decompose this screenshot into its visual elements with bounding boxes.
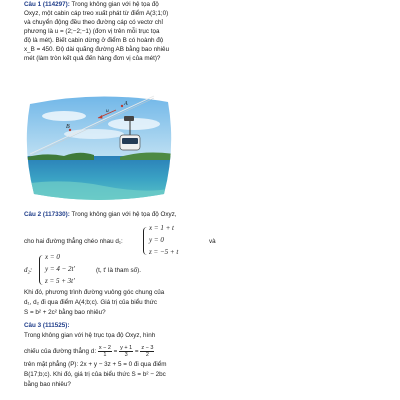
d2-brace — [39, 255, 44, 285]
point-a — [121, 105, 123, 107]
q3-line-5: bằng bao nhiêu? — [24, 381, 71, 388]
q1-line-3: và chuyển động đều theo đường cáp có vectơ chỉ — [24, 19, 163, 26]
fraction-x — [98, 345, 112, 358]
q1-line-7: mét (làm tròn kết quả đến hàng đơn vị của mét)? — [24, 55, 161, 62]
q2-text-1: Trong không gian với hệ tọa độ Oxyz, — [71, 211, 177, 218]
fraction-denominator: 3 — [124, 352, 128, 358]
q1-line-2: Oxyz, một cabin cáp treo xuất phát từ điểm A(3;1;0) — [24, 10, 169, 17]
fraction-denominator: 1 — [103, 352, 107, 358]
q1-line-5: độ là mét). Biết cabin dừng ở điểm B có hoành độ — [24, 37, 164, 44]
q3-line-1: Trong không gian với hệ trục tọa độ Oxyz, hình — [24, 332, 156, 339]
q3-label: Câu 3 (111525): — [24, 322, 70, 329]
d1-eq-y: y = 0 — [149, 236, 164, 244]
q1-text-1: Trong không gian với hệ tọa độ — [71, 1, 159, 8]
q1-line-4: phương là u = (2;−2;−1) (đơn vị trên mỗi trục tọa — [24, 28, 160, 35]
q2-line-8: S = b² + 2c² bằng bao nhiêu? — [24, 309, 106, 316]
d1-eq-z: z = −5 + t — [149, 248, 179, 256]
cloud — [42, 111, 86, 121]
d2-eq-y: y = 4 − 2t' — [45, 265, 75, 273]
q3-header — [24, 321, 70, 330]
cabin-trolley — [124, 116, 134, 121]
cabin-window — [122, 138, 138, 144]
cable-car-figure — [24, 94, 174, 202]
d1-eq-x: x = 1 + t — [149, 224, 174, 232]
q1-line-1 — [24, 0, 159, 9]
d1-brace — [143, 227, 148, 255]
label-b: B — [66, 124, 70, 130]
equals-sign: = — [134, 348, 139, 356]
q2-line-6: Khi đó, phương trình đường vuông góc chung của — [24, 289, 165, 296]
label-a: A — [124, 101, 128, 107]
q2-line-1 — [24, 210, 177, 219]
q2-d2-label: d₂: — [24, 266, 33, 274]
q2-param-note: (t, t' là tham số). — [96, 267, 141, 274]
q3-line-2 — [24, 345, 154, 358]
fraction-y — [119, 345, 133, 358]
q2-d1-intro: cho hai đường thẳng chéo nhau d₁: — [24, 238, 123, 245]
fraction-denominator: 2 — [145, 352, 149, 358]
fraction-z — [140, 345, 154, 358]
q2-label: Câu 2 (117330): — [24, 211, 70, 218]
q3-text-2: chiếu của đường thẳng d: — [24, 348, 97, 356]
q3-line-3: trên mặt phẳng (P): 2x + y − 3z + 5 = 0 đi qua điểm — [24, 361, 167, 368]
q2-line-7: d₁, d₂ đi qua điểm A(4;b;c). Giá trị của biểu thức — [24, 299, 158, 306]
q3-line-4: B(17;b;c). Khi đó, giá trị của biểu thức S = b² − 2bc — [24, 371, 166, 378]
q2-and: và — [209, 238, 216, 245]
fraction-numerator: y + 1 — [120, 345, 133, 351]
q1-line-6: x_B = 450. Độ dài quãng đường AB bằng bao nhiêu — [24, 46, 170, 53]
equals-sign: = — [113, 348, 118, 356]
label-u: u — [106, 108, 109, 114]
d2-eq-x: x = 0 — [45, 253, 60, 261]
q1-label: Câu 1 (114297): — [24, 1, 70, 8]
fraction-numerator: x − 2 — [98, 345, 111, 351]
d2-eq-z: z = 5 + 3t' — [45, 277, 75, 285]
fraction-numerator: z − 3 — [141, 345, 154, 351]
